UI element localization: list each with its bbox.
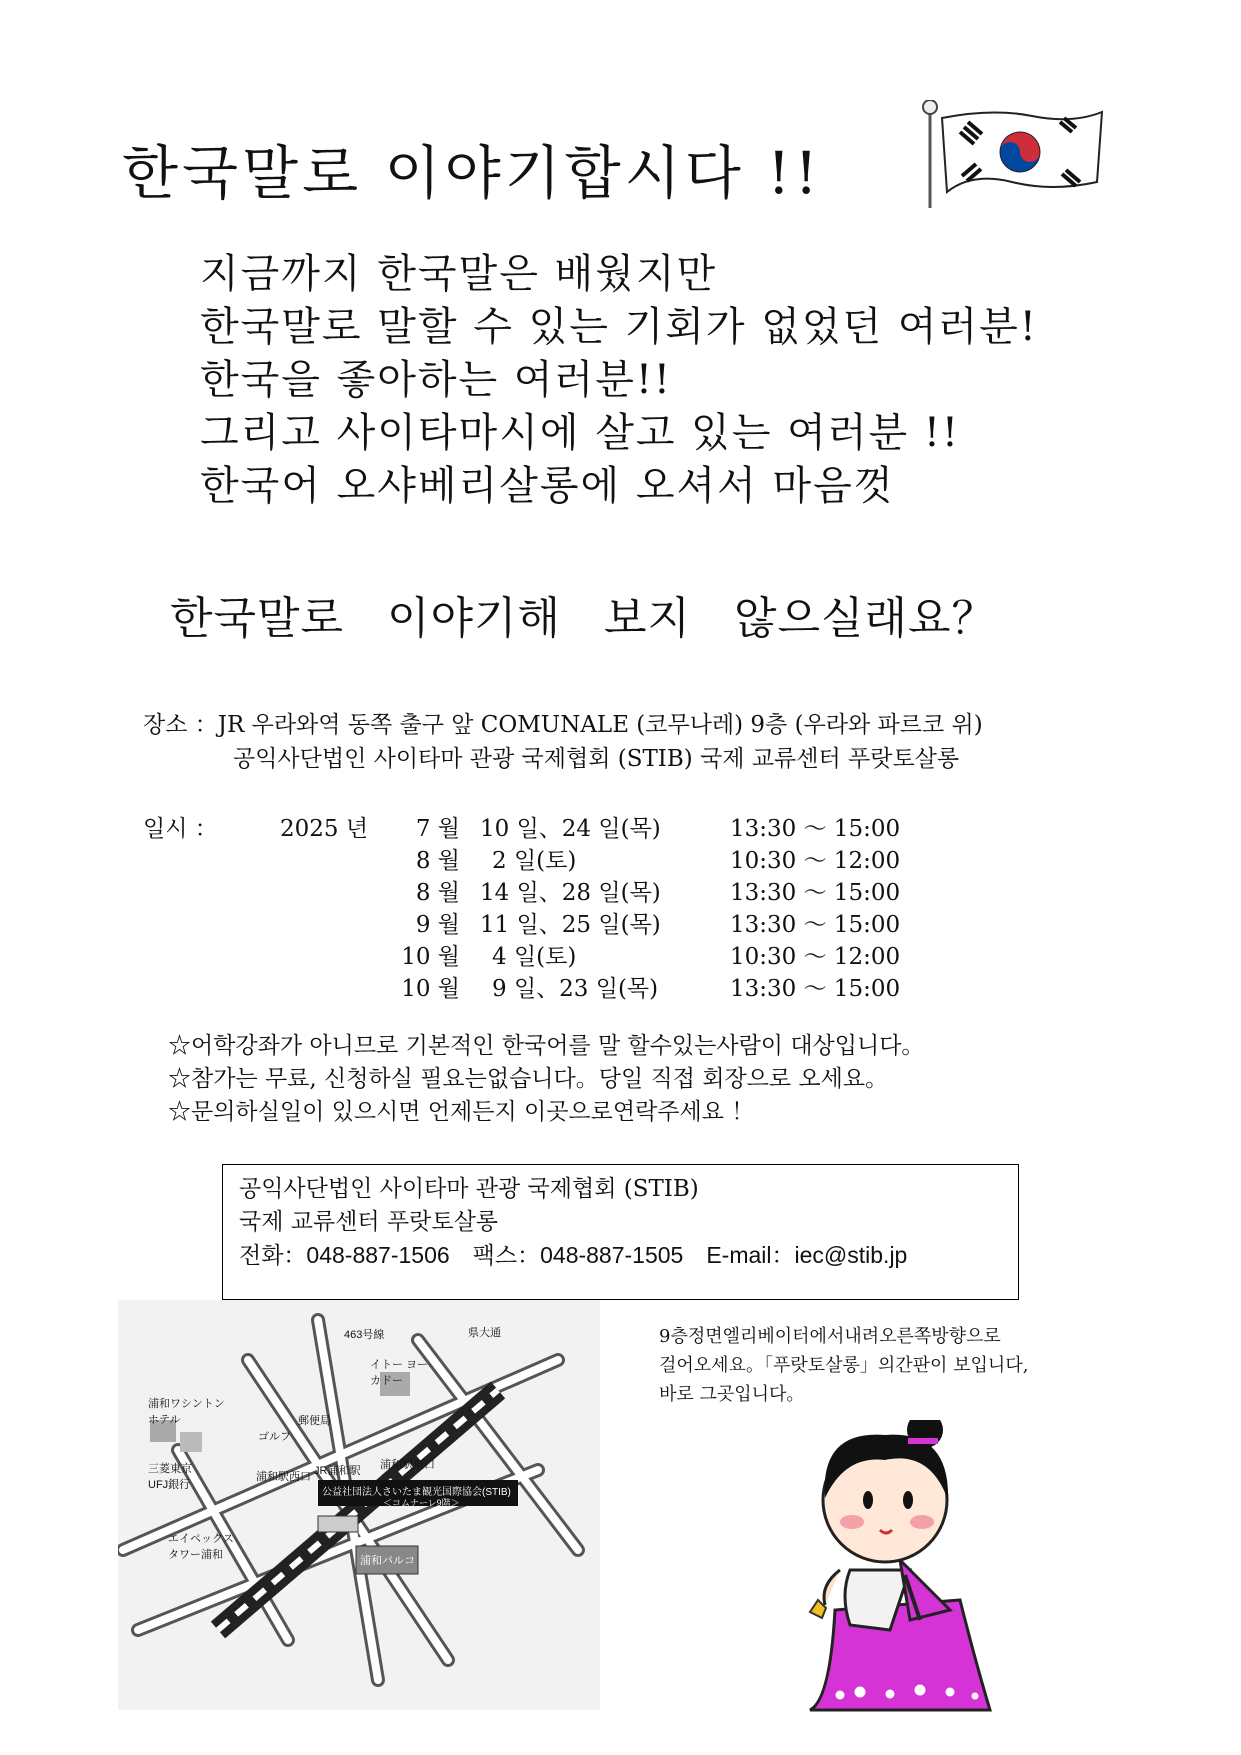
intro-line: 한국어 오샤베리살롱에 오셔서 마음껏 bbox=[200, 463, 895, 509]
notes-list bbox=[168, 1030, 924, 1129]
contact-phone: 전화：048-887-1506 팩스：048-887-1505 E-mail：iec@stib.jp bbox=[239, 1242, 908, 1268]
map-label-store: イトー ヨーカドー bbox=[370, 1359, 429, 1387]
contact-center: 국제 교류센터 푸랏토살롱 bbox=[239, 1209, 499, 1235]
note-item: ☆참가는 무료, 신청하실 필요는없습니다。당일 직접 회장으로 오세요。 bbox=[168, 1066, 889, 1092]
schedule-year: 2025 년 bbox=[280, 816, 369, 842]
schedule-month: 10 월 bbox=[401, 976, 460, 1002]
schedule-days: 4 일(토) bbox=[492, 944, 577, 970]
map-label-line: JR浦和駅 bbox=[314, 1465, 361, 1477]
schedule-days: 9 일、23 일(목) bbox=[492, 976, 659, 1002]
schedule-days: 10 일、24 일(목) bbox=[480, 816, 661, 842]
intro-line: 한국을 좋아하는 여러분!! bbox=[200, 357, 672, 403]
map-label-route: 463号線 bbox=[344, 1329, 385, 1341]
contact-org: 공익사단법인 사이타마 관광 국제협회 (STIB) bbox=[239, 1176, 699, 1202]
schedule-days: 11 일、25 일(목) bbox=[480, 912, 661, 938]
map-label-post: 郵便局 bbox=[298, 1415, 331, 1427]
direction-guide bbox=[659, 1322, 1119, 1409]
invitation-question: 한국말로 이야기해 보지 않으실래요？ bbox=[170, 593, 997, 644]
map-label-bank: 三菱東京 UFJ銀行 bbox=[148, 1463, 192, 1491]
schedule-month: 8 월 bbox=[415, 848, 460, 874]
schedule-time: 13:30 ～ 15:00 bbox=[730, 880, 901, 906]
schedule-time: 13:30 ～ 15:00 bbox=[730, 816, 901, 842]
map-label-tower: エイペックス タワー浦和 bbox=[168, 1533, 234, 1561]
hanbok-girl-illustration-icon bbox=[790, 1420, 1030, 1720]
note-item: ☆문의하실일이 있으시면 언제든지 이곳으로연락주세요 ！ bbox=[168, 1099, 755, 1125]
contact-box bbox=[222, 1164, 1019, 1300]
schedule-time: 10:30 ～ 12:00 bbox=[730, 944, 901, 970]
schedule-time: 10:30 ～ 12:00 bbox=[730, 848, 901, 874]
guide-line: 걸어오세요。「푸랏토살롱」의간판이 보입니다, bbox=[659, 1355, 1029, 1376]
page-title: 한국말로 이야기합시다 !! bbox=[122, 139, 822, 207]
schedule-month: 7 월 bbox=[415, 816, 460, 842]
schedule-days: 14 일、28 일(목) bbox=[480, 880, 661, 906]
map-label-stib-floor: ＜コムナーレ9階＞ bbox=[383, 1498, 460, 1508]
map-label-west-exit: 浦和駅西口 bbox=[256, 1471, 311, 1483]
schedule-month: 8 월 bbox=[415, 880, 460, 906]
note-item: ☆어학강좌가 아니므로 기본적인 한국어를 말 할수있는사람이 대상입니다。 bbox=[168, 1033, 925, 1059]
korean-flag-icon bbox=[912, 100, 1112, 210]
intro-line: 그리고 사이타마시에 살고 있는 여러분 !! bbox=[200, 410, 960, 456]
schedule-time: 13:30 ～ 15:00 bbox=[730, 976, 901, 1002]
intro-line: 한국말로 말할 수 있는 기회가 없었던 여러분! bbox=[200, 304, 1038, 350]
map-label-golf: ゴルフ bbox=[258, 1431, 291, 1443]
schedule-days: 2 일(토) bbox=[492, 848, 577, 874]
schedule-time: 13:30 ～ 15:00 bbox=[730, 912, 901, 938]
schedule-month: 10 월 bbox=[401, 944, 460, 970]
guide-line: 바로 그곳입니다。 bbox=[659, 1384, 805, 1405]
map-label-east-exit: 浦和駅東口 bbox=[380, 1459, 435, 1471]
guide-line: 9층정면엘리베이터에서내려오른쪽방향으로 bbox=[659, 1326, 1001, 1347]
intro-text bbox=[200, 248, 1038, 513]
location-map bbox=[118, 1300, 600, 1710]
venue-line-2: 공익사단법인 사이타마 관광 국제협회 (STIB) 국제 교류센터 푸랏토살롱 bbox=[233, 746, 960, 772]
schedule-label: 일시 ： bbox=[143, 816, 218, 842]
intro-line: 지금까지 한국말은 배웠지만 bbox=[200, 251, 718, 297]
map-label-hotel: 浦和ワシントン ホテル bbox=[148, 1398, 225, 1426]
map-label-parco: 浦和パルコ bbox=[360, 1555, 415, 1567]
schedule-table bbox=[0, 810, 1241, 1010]
venue-line-1: 장소 ：JR 우라와역 동쪽 출구 앞 COMUNALE (코무나레) 9층 (우라와 파르코 위) bbox=[143, 712, 983, 738]
schedule-month: 9 월 bbox=[415, 912, 460, 938]
map-label-stib: 公益社団法人さいたま観光国際協会(STIB) bbox=[322, 1487, 511, 1498]
venue-info bbox=[143, 708, 983, 776]
map-label-road: 県大通 bbox=[468, 1327, 501, 1339]
